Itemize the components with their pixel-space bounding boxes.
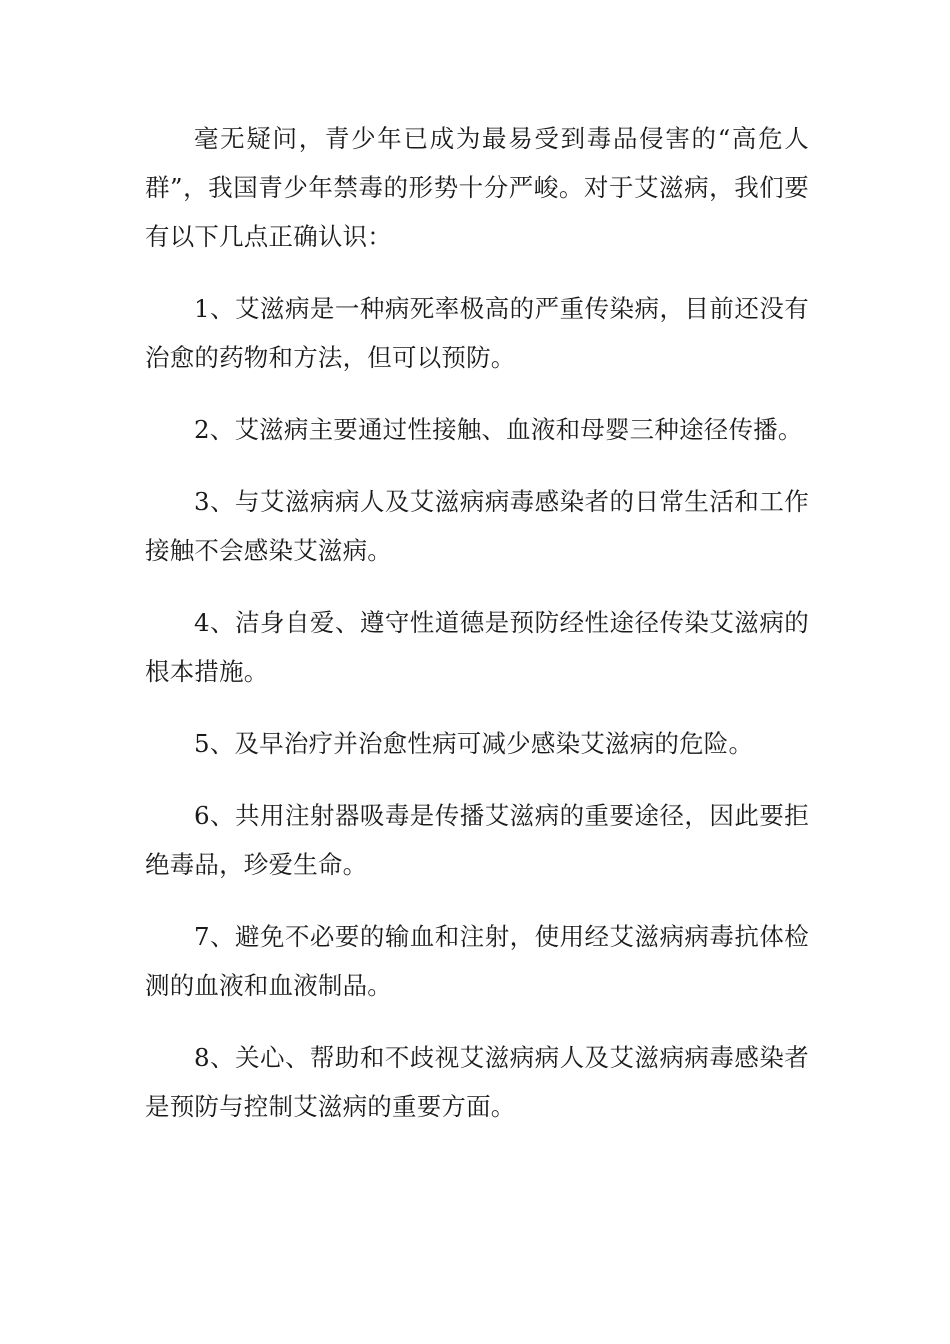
list-item: 2、艾滋病主要通过性接触、血液和母婴三种途径传播。 xyxy=(194,415,803,444)
intro-paragraph: 毫无疑问，青少年已成为最易受到毒品侵害的“高危人群”，我国青少年禁毒的形势十分严峻。对于艾滋病，我们要有以下几点正确认识： xyxy=(145,124,809,251)
list-item: 6、共用注射器吸毒是传播艾滋病的重要途径，因此要拒绝毒品，珍爱生命。 xyxy=(145,801,809,879)
list-item: 5、及早治疗并治愈性病可减少感染艾滋病的危险。 xyxy=(194,729,754,758)
list-item: 1、艾滋病是一种病死率极高的严重传染病，目前还没有治愈的药物和方法，但可以预防。 xyxy=(145,294,809,372)
document-body xyxy=(145,114,809,1154)
list-item: 4、洁身自爱、遵守性道德是预防经性途径传染艾滋病的根本措施。 xyxy=(145,608,809,686)
list-item: 7、避免不必要的输血和注射，使用经艾滋病病毒抗体检测的血液和血液制品。 xyxy=(145,922,809,1000)
list-item: 8、关心、帮助和不歧视艾滋病病人及艾滋病病毒感染者是预防与控制艾滋病的重要方面。 xyxy=(145,1043,809,1121)
list-item: 3、与艾滋病病人及艾滋病病毒感染者的日常生活和工作接触不会感染艾滋病。 xyxy=(145,487,809,565)
